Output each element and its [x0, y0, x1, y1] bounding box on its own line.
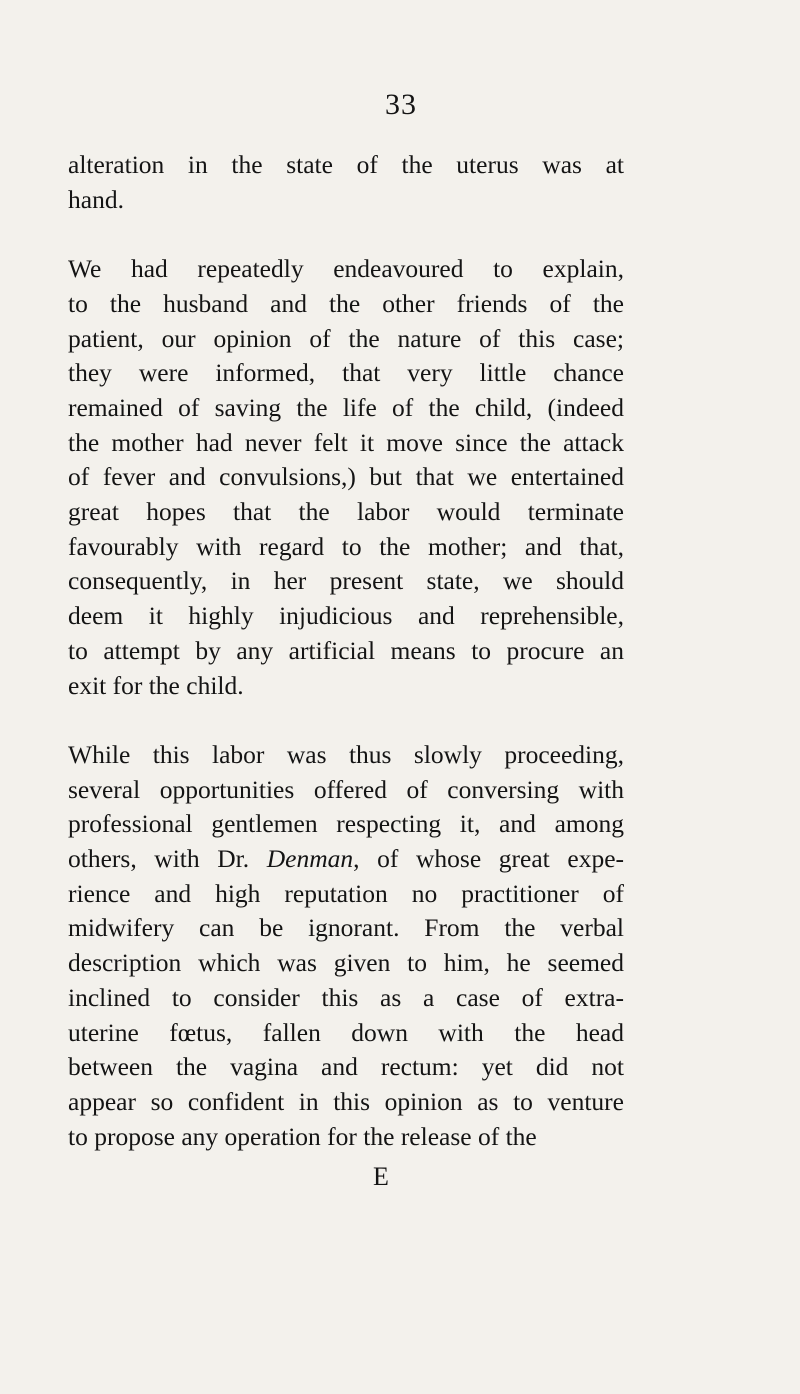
- text-line: professional gentlemen respecting it, and among: [68, 809, 624, 839]
- text-line: appear so confident in this opinion as to venture: [68, 1086, 624, 1116]
- text-line: others, with Dr. Denman, of whose great expe-: [68, 844, 625, 874]
- text-line: of fever and convulsions,) but that we entertained: [68, 462, 624, 492]
- text-line: alteration in the state of the uterus was at: [68, 150, 624, 179]
- text-line: the mother had never felt it move since the attack: [68, 427, 624, 457]
- text-line: to propose any operation for the release of the: [68, 1121, 537, 1151]
- text-line: great hopes that the labor would terminate: [68, 497, 624, 527]
- text-line: they were informed, that very little chance: [68, 358, 624, 388]
- text-line: deem it highly injudicious and reprehensible,: [68, 601, 624, 631]
- signature-mark: E: [373, 1162, 389, 1191]
- text-line: description which was given to him, he seemed: [68, 948, 624, 978]
- text-line: consequently, in her present state, we should: [68, 566, 624, 596]
- body-text: [68, 148, 624, 1154]
- paragraph-gap: [68, 703, 624, 738]
- text-line: rience and high reputation no practitioner of: [68, 878, 624, 908]
- text-line: While this labor was thus slowly proceeding,: [68, 739, 624, 769]
- text-line: to the husband and the other friends of the: [68, 288, 624, 318]
- text-line: midwifery can be ignorant. From the verbal: [68, 913, 624, 943]
- text-line: inclined to consider this as a case of extra-: [68, 982, 624, 1012]
- paragraph-gap: [68, 217, 624, 252]
- page-number: 33: [385, 88, 417, 121]
- text-line: several opportunities offered of conversing with: [68, 774, 624, 804]
- text-line: remained of saving the life of the child, (indeed: [68, 392, 624, 422]
- text-line: We had repeatedly endeavoured to explain,: [68, 254, 624, 284]
- text-line: hand.: [68, 184, 124, 214]
- text-line: to attempt by any artificial means to procure an: [68, 635, 624, 665]
- text-line: favourably with regard to the mother; and that,: [68, 531, 624, 561]
- text-line: patient, our opinion of the nature of this case;: [68, 323, 624, 353]
- text-line: between the vagina and rectum: yet did not: [68, 1052, 624, 1082]
- text-line: exit for the child.: [68, 670, 244, 700]
- text-line: uterine fœtus, fallen down with the head: [68, 1017, 624, 1047]
